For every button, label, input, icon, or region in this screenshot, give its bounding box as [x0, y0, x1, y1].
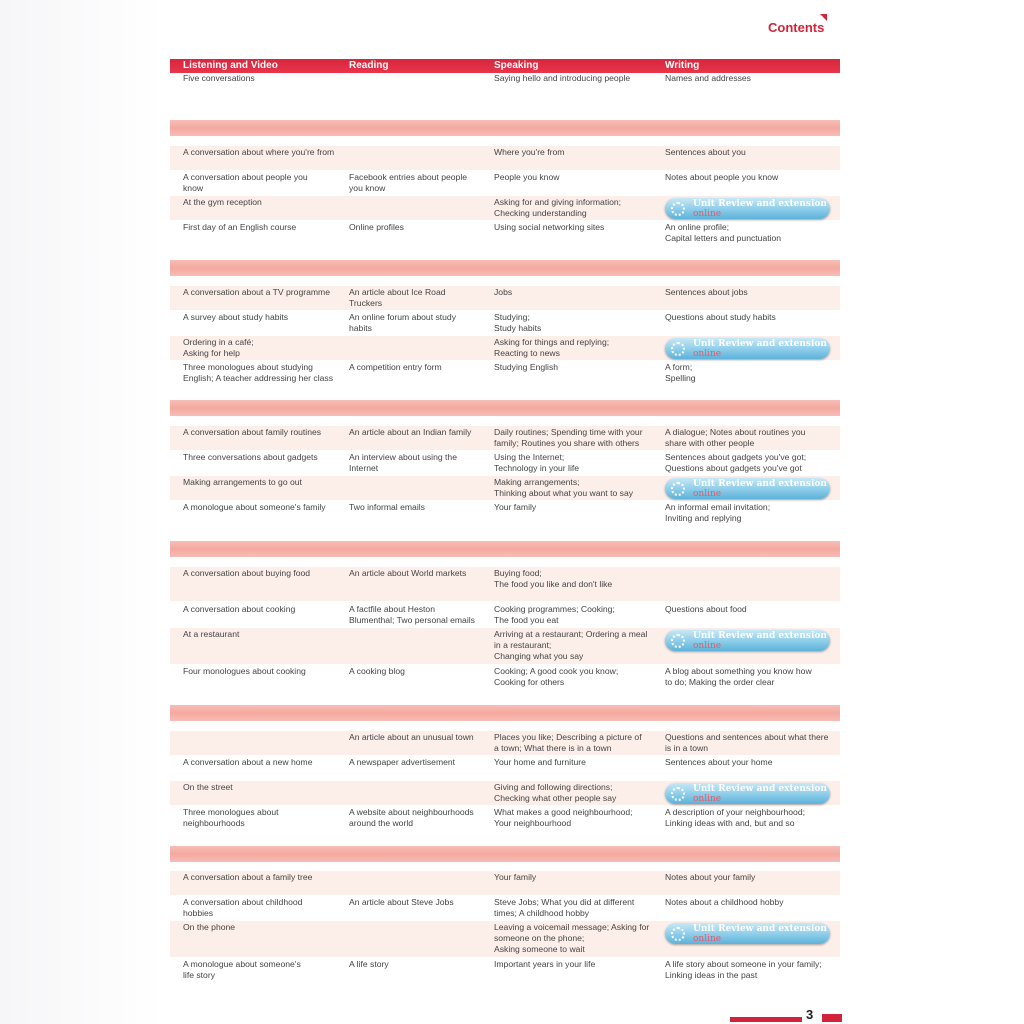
contents-row	[170, 311, 840, 335]
speaking-cell: Studying; Study habits	[494, 312, 542, 333]
contents-row	[170, 361, 840, 389]
writing-cell: Notes about people you know	[665, 172, 779, 182]
speaking-cell: Arriving at a restaurant; Ordering a meal in a restaurant; Changing what you say	[494, 629, 648, 661]
listening-video-cell: A conversation about cooking	[183, 604, 296, 614]
unit-header-band	[170, 400, 840, 416]
review-button-label: Unit Review and extension	[693, 784, 827, 794]
reading-cell: A life story	[349, 959, 389, 969]
speaking-cell: Using social networking sites	[494, 222, 605, 232]
writing-cell: A blog about something you know how to do; Making the order clear	[665, 666, 812, 687]
speaking-cell: Places you like; Describing a picture of a town; What there is in a town	[494, 732, 642, 753]
writing-cell: Sentences about gadgets you've got; Questions about gadgets you've got	[665, 452, 807, 473]
header-reading: Reading	[349, 60, 389, 71]
contents-row	[170, 286, 840, 310]
writing-cell: Questions and sentences about what there is in a town	[665, 732, 829, 753]
contents-row	[170, 871, 840, 895]
writing-cell: Questions about food	[665, 604, 747, 614]
contents-row	[170, 665, 840, 693]
header-speaking: Speaking	[494, 60, 539, 71]
footer-bar	[730, 1017, 802, 1022]
column-header-bar	[170, 59, 840, 73]
writing-cell: A life story about someone in your family; Linking ideas in the past	[665, 959, 822, 980]
writing-cell: Sentences about jobs	[665, 287, 748, 297]
listening-video-cell: Three conversations about gadgets	[183, 452, 318, 462]
speaking-cell: Studying English	[494, 362, 559, 372]
unit-review-online-button[interactable]	[665, 198, 830, 219]
contents-row	[170, 72, 840, 98]
unit-review-online-button[interactable]	[665, 478, 830, 499]
contents-row	[170, 756, 840, 780]
listening-video-cell: A monologue about someone's family	[183, 502, 326, 512]
writing-cell: A form; Spelling	[665, 362, 696, 383]
listening-video-cell: A monologue about someone's life story	[183, 959, 301, 980]
review-button-label: Unit Review and extension	[693, 924, 827, 934]
refresh-icon	[671, 927, 685, 941]
speaking-cell: Your family	[494, 872, 537, 882]
listening-video-cell: Three monologues about studying English; A teacher addressing her class	[183, 362, 333, 383]
listening-video-cell: At a restaurant	[183, 629, 240, 639]
footer-corner-bar	[822, 1014, 842, 1022]
listening-video-cell: A conversation about people you know	[183, 172, 308, 193]
speaking-cell: Buying food; The food you like and don't like	[494, 568, 613, 589]
speaking-cell: Cooking programmes; Cooking; The food you eat	[494, 604, 615, 625]
listening-video-cell: On the street	[183, 782, 233, 792]
listening-video-cell: First day of an English course	[183, 222, 297, 232]
review-button-sublabel: online	[693, 349, 722, 359]
writing-cell: A dialogue; Notes about routines you share with other people	[665, 427, 806, 448]
contents-row	[170, 628, 840, 664]
contents-row	[170, 146, 840, 170]
listening-video-cell: A conversation about a TV programme	[183, 287, 330, 297]
speaking-cell: Saying hello and introducing people	[494, 73, 631, 83]
reading-cell: A competition entry form	[349, 362, 442, 372]
unit-header-band	[170, 120, 840, 136]
reading-cell: A cooking blog	[349, 666, 405, 676]
contents-row	[170, 781, 840, 805]
contents-row	[170, 567, 840, 601]
reading-cell: A factfile about Heston Blumenthal; Two personal emails	[349, 604, 475, 625]
writing-cell: Notes about a childhood hobby	[665, 897, 784, 907]
contents-row	[170, 221, 840, 249]
writing-cell: Names and addresses	[665, 73, 751, 83]
listening-video-cell: A survey about study habits	[183, 312, 289, 322]
speaking-cell: Daily routines; Spending time with your family; Routines you share with others	[494, 427, 643, 448]
speaking-cell: Cooking; A good cook you know; Cooking for others	[494, 666, 619, 687]
reading-cell: Two informal emails	[349, 502, 425, 512]
header-listening-video: Listening and Video	[183, 60, 278, 71]
speaking-cell: Asking for and giving information; Checking understanding	[494, 197, 622, 218]
refresh-icon	[671, 787, 685, 801]
contents-row	[170, 921, 840, 957]
listening-video-cell: A conversation about where you're from	[183, 147, 335, 157]
review-button-sublabel: online	[693, 489, 722, 499]
reading-cell: An article about Steve Jobs	[349, 897, 454, 907]
refresh-icon	[671, 202, 685, 216]
speaking-cell: Where you're from	[494, 147, 565, 157]
speaking-cell: Your family	[494, 502, 537, 512]
reading-cell: A newspaper advertisement	[349, 757, 456, 767]
review-button-sublabel: online	[693, 934, 722, 944]
contents-row	[170, 731, 840, 755]
review-button-label: Unit Review and extension	[693, 199, 827, 209]
speaking-cell: Your home and furniture	[494, 757, 586, 767]
unit-review-online-button[interactable]	[665, 923, 830, 944]
speaking-cell: Leaving a voicemail message; Asking for someone on the phone; Asking someone to wait	[494, 922, 650, 954]
writing-cell: Notes about your family	[665, 872, 756, 882]
listening-video-cell: A conversation about a new home	[183, 757, 313, 767]
unit-review-online-button[interactable]	[665, 338, 830, 359]
writing-cell: Sentences about you	[665, 147, 746, 157]
unit-header-band	[170, 705, 840, 721]
reading-cell: Facebook entries about people you know	[349, 172, 468, 193]
reading-cell: Online profiles	[349, 222, 404, 232]
unit-header-band	[170, 541, 840, 557]
speaking-cell: Steve Jobs; What you did at different times; A childhood hobby	[494, 897, 635, 918]
speaking-cell: People you know	[494, 172, 560, 182]
contents-page	[170, 0, 842, 1024]
review-button-label: Unit Review and extension	[693, 339, 827, 349]
reading-cell: An online forum about study habits	[349, 312, 457, 333]
writing-cell: An online profile; Capital letters and punctuation	[665, 222, 782, 243]
listening-video-cell: Five conversations	[183, 73, 255, 83]
reading-cell: An article about an unusual town	[349, 732, 474, 742]
contents-row	[170, 476, 840, 500]
contents-row	[170, 896, 840, 920]
contents-row	[170, 958, 840, 986]
unit-review-online-button[interactable]	[665, 630, 830, 651]
speaking-cell: Important years in your life	[494, 959, 596, 969]
contents-row	[170, 603, 840, 627]
writing-cell: Questions about study habits	[665, 312, 776, 322]
contents-row	[170, 451, 840, 475]
listening-video-cell: Three monologues about neighbourhoods	[183, 807, 279, 828]
listening-video-cell: A conversation about childhood hobbies	[183, 897, 303, 918]
refresh-icon	[671, 482, 685, 496]
reading-cell: An article about Ice Road Truckers	[349, 287, 446, 308]
speaking-cell: Using the Internet; Technology in your life	[494, 452, 580, 473]
contents-row	[170, 426, 840, 450]
contents-row	[170, 806, 840, 834]
header-writing: Writing	[665, 60, 700, 71]
listening-video-cell: Four monologues about cooking	[183, 666, 306, 676]
unit-header-band	[170, 846, 840, 862]
unit-review-online-button[interactable]	[665, 783, 830, 804]
contents-row	[170, 336, 840, 360]
review-button-label: Unit Review and extension	[693, 631, 827, 641]
review-button-sublabel: online	[693, 209, 722, 219]
refresh-icon	[671, 634, 685, 648]
unit-header-band	[170, 260, 840, 276]
page-title: Contents	[768, 20, 825, 35]
contents-row	[170, 501, 840, 529]
reading-cell: An article about an Indian family	[349, 427, 472, 437]
listening-video-cell: Ordering in a café; Asking for help	[183, 337, 254, 358]
speaking-cell: What makes a good neighbourhood; Your neighbourhood	[494, 807, 633, 828]
contents-row	[170, 171, 840, 195]
review-button-sublabel: online	[693, 641, 722, 651]
writing-cell: An informal email invitation; Inviting and replying	[665, 502, 771, 523]
speaking-cell: Making arrangements; Thinking about what you want to say	[494, 477, 634, 498]
review-button-sublabel: online	[693, 794, 722, 804]
listening-video-cell: A conversation about buying food	[183, 568, 311, 578]
writing-cell: A description of your neighbourhood; Linking ideas with and, but and so	[665, 807, 805, 828]
title-corner-mark	[820, 14, 827, 21]
listening-video-cell: At the gym reception	[183, 197, 262, 207]
page-number: 3	[806, 1007, 814, 1022]
refresh-icon	[671, 342, 685, 356]
reading-cell: An article about World markets	[349, 568, 467, 578]
speaking-cell: Asking for things and replying; Reacting to news	[494, 337, 610, 358]
speaking-cell: Giving and following directions; Checking what other people say	[494, 782, 617, 803]
reading-cell: An interview about using the Internet	[349, 452, 457, 473]
listening-video-cell: Making arrangements to go out	[183, 477, 302, 487]
listening-video-cell: A conversation about a family tree	[183, 872, 313, 882]
contents-row	[170, 196, 840, 220]
review-button-label: Unit Review and extension	[693, 479, 827, 489]
listening-video-cell: A conversation about family routines	[183, 427, 322, 437]
reading-cell: A website about neighbourhoods around the world	[349, 807, 474, 828]
page-binding-shadow	[0, 0, 180, 1024]
listening-video-cell: On the phone	[183, 922, 236, 932]
speaking-cell: Jobs	[494, 287, 513, 297]
writing-cell: Sentences about your home	[665, 757, 773, 767]
